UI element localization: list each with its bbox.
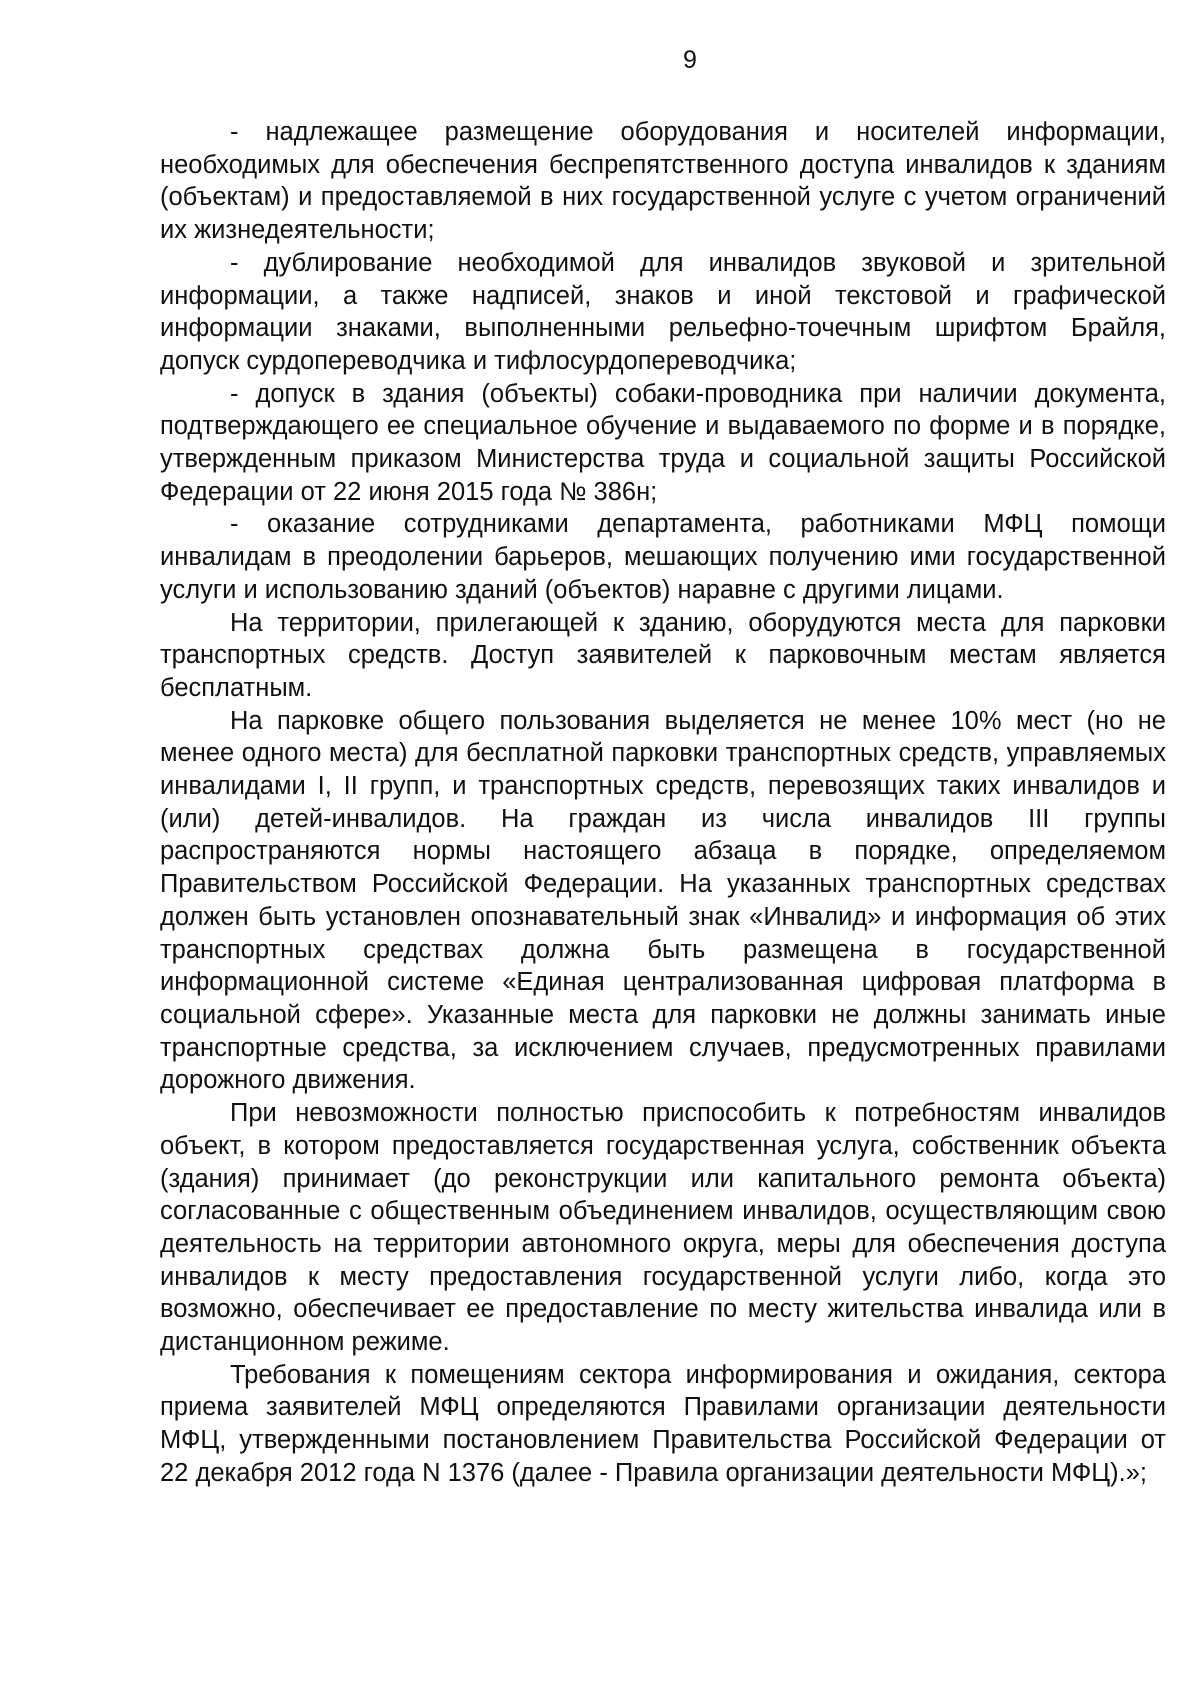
paragraph-mfc-premises: Требования к помещениям сектора информирования и ожидания, сектора приема заявителей МФЦ определяются Правилами организации деятельности МФЦ, утвержденными постановлением Правительства Российской Федерации от 22 декабря 2012 года N 1376 (далее - Правила организации деятельности МФЦ).»; xyxy=(160,1360,1166,1487)
paragraph-parking-territory: На территории, прилегающей к зданию, оборудуются места для парковки транспортных средств. Доступ заявителей к парковочным местам является бесплатным. xyxy=(160,608,1166,702)
paragraph-equipment-placement: - надлежащее размещение оборудования и носителей информации, необходимых для обеспечения беспрепятственного доступа инвалидов к зданиям (объектам) и предоставляемой в них государственной услуге с учетом ограничений их жизнедеятельности; xyxy=(160,118,1166,245)
paragraph-accessibility-measures: При невозможности полностью приспособить к потребностям инвалидов объект, в котором предоставляется государственная услуга, собственник объекта (здания) принимает (до реконструкции или капитального ремонта объекта) согласованные с общественным объединением инвалидов, осуществляющим свою деятельность на территории автономного округа, меры для обеспечения доступа инвалидов к месту предоставления государственной услуги либо, когда это возможно, обеспечивает ее предоставление по месту жительства инвалида или в дистанционном режиме. xyxy=(160,1099,1166,1357)
paragraph-information-duplication: - дублирование необходимой для инвалидов звуковой и зрительной информации, а также надписей, знаков и иной текстовой и графической информации знаками, выполненными рельефно-точечным шрифтом Брайля, допуск сурдопереводчика и тифлосурдопереводчика; xyxy=(160,248,1166,375)
paragraph-disabled-parking: На парковке общего пользования выделяется не менее 10% мест (но не менее одного места) для бесплатной парковки транспортных средств, управляемых инвалидами I, II групп, и транспортных средств, перевозящих таких инвалидов и (или) детей-инвалидов. На граждан из числа инвалидов III группы распространяются нормы настоящего абзаца в порядке, определяемом Правительством Российской Федерации. На указанных транспортных средствах должен быть установлен опознавательный знак «Инвалид» и информация об этих транспортных средствах должна быть размещена в государственной информационной системе «Единая централизованная цифровая платформа в социальной сфере». Указанные места для парковки не должны занимать иные транспортные средства, за исключением случаев, предусмотренных правилами дорожного движения. xyxy=(160,706,1166,1095)
page-number: 9 xyxy=(683,46,697,74)
paragraph-guide-dog-access: - допуск в здания (объекты) собаки-проводника при наличии документа, подтверждающего ее специальное обучение и выдаваемого по форме и в порядке, утвержденным приказом Министерства труда и социальной защиты Российской Федерации от 22 июня 2015 года № 386н; xyxy=(160,379,1166,506)
paragraph-staff-assistance: - оказание сотрудниками департамента, работниками МФЦ помощи инвалидам в преодолении барьеров, мешающих получению ими государственной услуги и использованию зданий (объектов) наравне с другими лицами. xyxy=(160,510,1166,604)
document-body xyxy=(160,116,1166,1490)
